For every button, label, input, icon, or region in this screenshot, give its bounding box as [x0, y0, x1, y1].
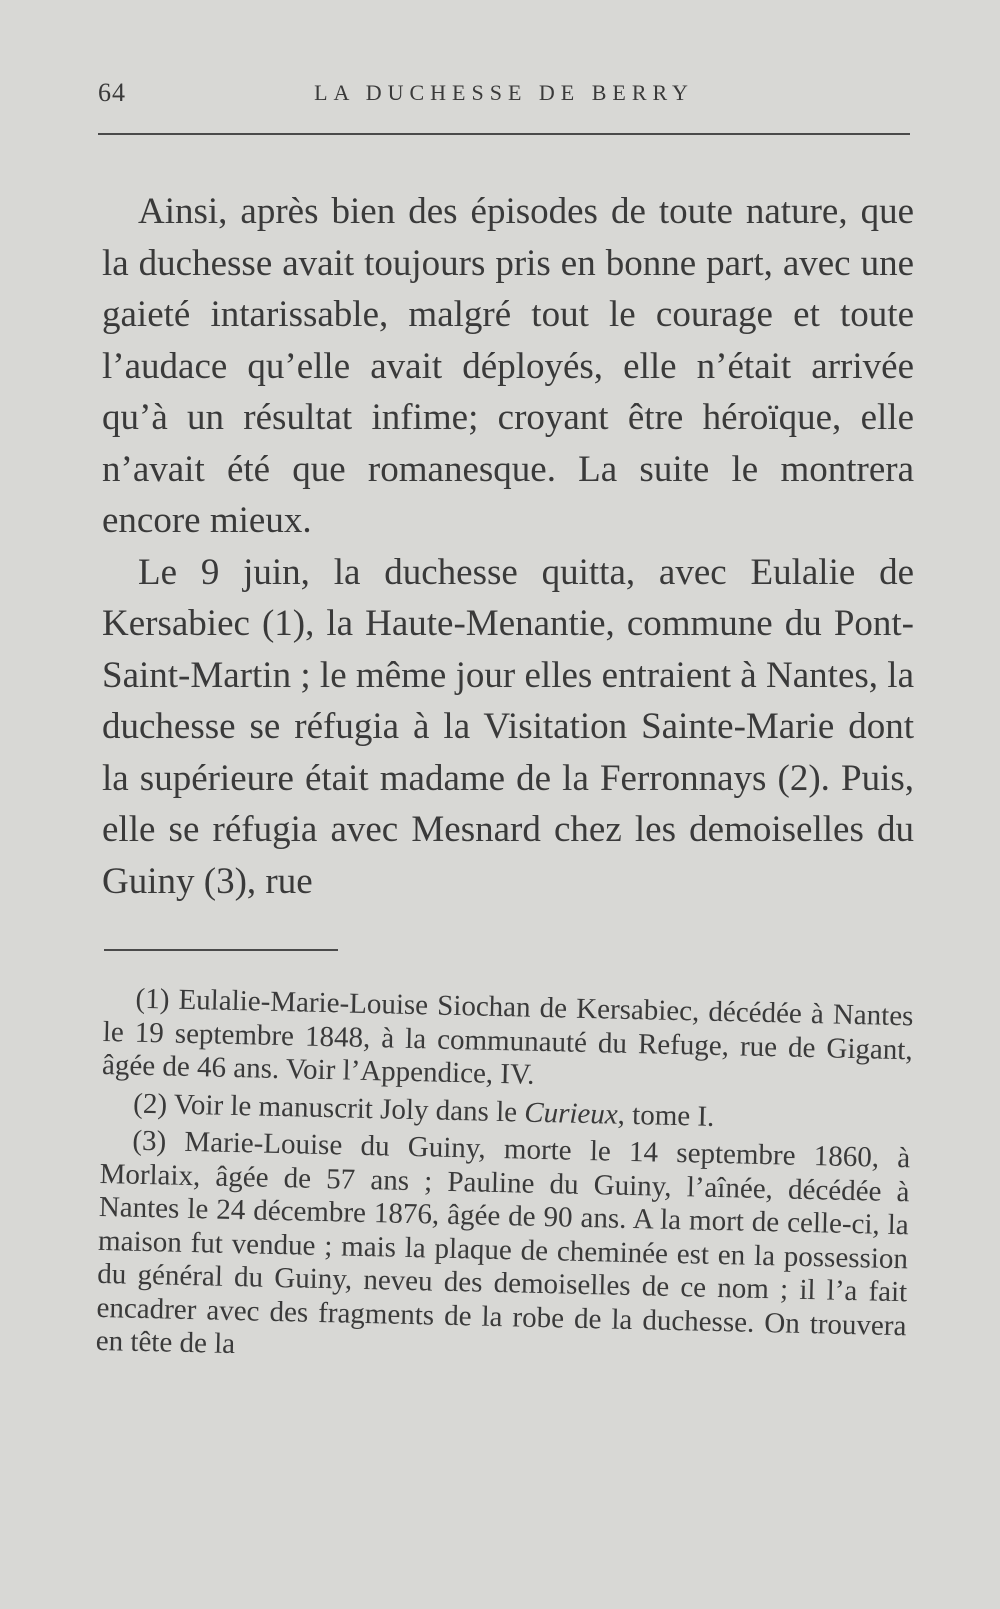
paragraph: Ainsi, après bien des épisodes de toute nature, que la duchesse avait toujours pris en bonne part, avec une gaieté intarissable, malgré tout le courage et toute l’audace qu’elle avait déployés, elle n’était arrivée qu’à un résultat infime; croyant être héroïque, elle n’avait été que romanesque. La suite le montrera encore mieux. — [102, 191, 914, 541]
header-rule — [98, 133, 910, 135]
footnote-rule — [104, 949, 338, 951]
footnote-2-italic: Curieux — [523, 1096, 619, 1131]
running-head — [98, 78, 910, 118]
footnote-3: (3) Marie-Louise du Guiny, morte le 14 septembre 1860, à Morlaix, âgée de 57 ans ; Pauline du Guiny, l’aînée, décédée à Nantes le 24 décembre 1876, âgée de 90 ans. A la mort de celle-ci, la maison fut vendue ; mais la plaque de cheminée est en la possession du général du Guiny, neveu des demoiselles de ce nom ; il l’a fait encadrer avec des fragments de la robe de la duchesse. On trouvera en tête de la — [95, 1124, 911, 1361]
page-number: 64 — [98, 78, 126, 107]
footnote-2-tail: , tome I. — [617, 1098, 715, 1133]
footnote-1: (1) Eulalie-Marie-Louise Siochan de Kersabiec, décédée à Nantes le 19 septembre 1848, à la communauté du Refuge, rue de Gigant, âgée de 46 ans. Voir l’Appendice, IV. — [101, 982, 914, 1091]
paragraph: Le 9 juin, la duchesse quitta, avec Eulalie de Kersabiec (1), la Haute-Menantie, commune du Pont-Saint-Martin ; le même jour elles entraient à Nantes, la duchesse se réfugia à la Visitation Sainte-Marie dont la supérieure était madame de la Ferronnays (2). Puis, elle se réfugia avec Mesnard chez les demoiselles du Guiny (3), rue — [102, 551, 914, 902]
body-text — [102, 186, 914, 907]
footnotes — [95, 982, 913, 1381]
running-title: LA DUCHESSE DE BERRY — [314, 80, 694, 105]
footnote-2-text: (2) Voir le manuscrit Joly dans le — [132, 1087, 525, 1129]
